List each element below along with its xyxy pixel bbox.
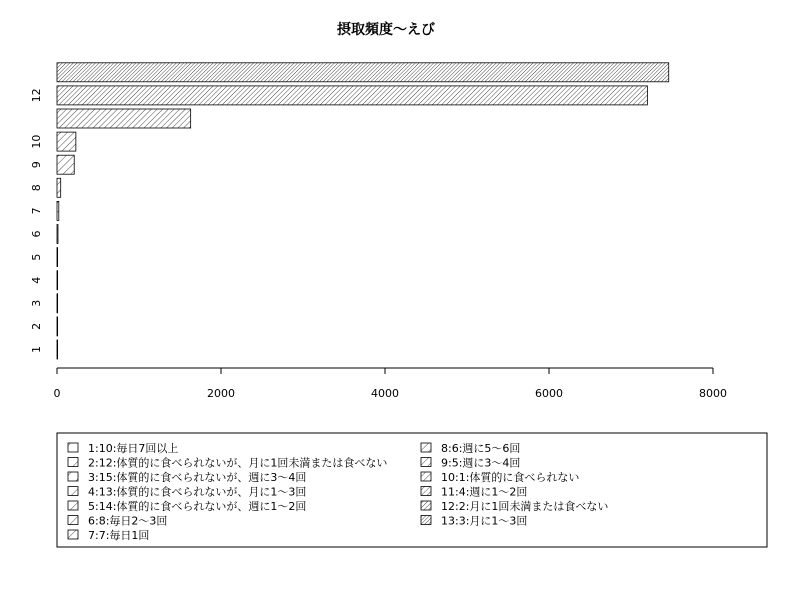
- bar-10: [57, 132, 76, 151]
- legend-entry: 3:15:体質的に食べられないが、週に3〜4回: [88, 471, 307, 484]
- bar-6: [57, 225, 58, 244]
- x-axis: [54, 368, 728, 400]
- legend-entry: 9:5:週に3〜4回: [441, 456, 521, 470]
- y-tick-label: 7: [30, 207, 43, 215]
- legend-swatch: [68, 458, 78, 467]
- x-tick-label: 6000: [535, 387, 563, 400]
- legend-swatch: [68, 443, 78, 452]
- legend-swatch: [421, 487, 431, 496]
- y-axis: [30, 88, 43, 353]
- legend-entry: 13:3:月に1〜3回: [441, 514, 528, 528]
- y-tick-label: 8: [30, 184, 43, 192]
- legend-swatch: [421, 516, 431, 525]
- y-tick-label: 2: [30, 322, 43, 330]
- legend-entry: 12:2:月に1回未満または食べない: [441, 500, 609, 513]
- legend-entry: 4:13:体質的に食べられないが、月に1〜3回: [88, 485, 307, 499]
- bars-layer: [57, 63, 669, 359]
- bar-3: [57, 294, 58, 313]
- legend: [57, 433, 767, 547]
- x-tick-label: 4000: [371, 387, 399, 400]
- legend-entry: 11:4:週に1〜2回: [441, 485, 528, 499]
- y-tick-label: 4: [30, 276, 43, 284]
- legend-entry: 7:7:毎日1回: [88, 529, 150, 542]
- bar-1: [57, 340, 58, 359]
- legend-swatch: [421, 501, 431, 510]
- bar-12: [57, 86, 647, 105]
- y-tick-label: 5: [30, 253, 43, 261]
- legend-entry: 2:12:体質的に食べられないが、月に1回未満または食べない: [88, 456, 388, 470]
- y-tick-label: 12: [30, 88, 43, 103]
- bar-9: [57, 155, 74, 174]
- legend-entry: 6:8:毎日2〜3回: [88, 514, 168, 528]
- bar-8: [57, 178, 61, 197]
- bar-7: [57, 201, 59, 220]
- chart-title: 摂取頻度〜えび: [337, 22, 435, 38]
- x-tick-label: 2000: [207, 387, 235, 400]
- bar-13: [57, 63, 669, 82]
- legend-entry: 10:1:体質的に食べられない: [441, 471, 580, 484]
- bar-4: [57, 271, 58, 290]
- legend-swatch: [68, 472, 78, 481]
- legend-swatch: [421, 443, 431, 452]
- legend-entry: 5:14:体質的に食べられないが、週に1〜2回: [88, 500, 307, 513]
- bar-11: [57, 109, 191, 128]
- legend-entry: 1:10:毎日7回以上: [88, 442, 179, 455]
- legend-swatch: [68, 516, 78, 525]
- legend-swatch: [68, 530, 78, 539]
- legend-swatch: [68, 487, 78, 496]
- y-tick-label: 1: [30, 346, 43, 353]
- x-tick-label: 0: [53, 387, 61, 400]
- legend-swatch: [421, 472, 431, 481]
- legend-swatch: [68, 501, 78, 510]
- y-tick-label: 10: [30, 134, 43, 149]
- x-tick-label: 8000: [699, 387, 727, 400]
- y-tick-label: 9: [30, 161, 43, 169]
- bar-5: [57, 248, 58, 267]
- legend-entry: 8:6:週に5〜6回: [441, 442, 521, 455]
- legend-swatch: [421, 458, 431, 467]
- y-tick-label: 3: [30, 299, 43, 307]
- y-tick-label: 6: [30, 230, 43, 238]
- bar-2: [57, 317, 58, 336]
